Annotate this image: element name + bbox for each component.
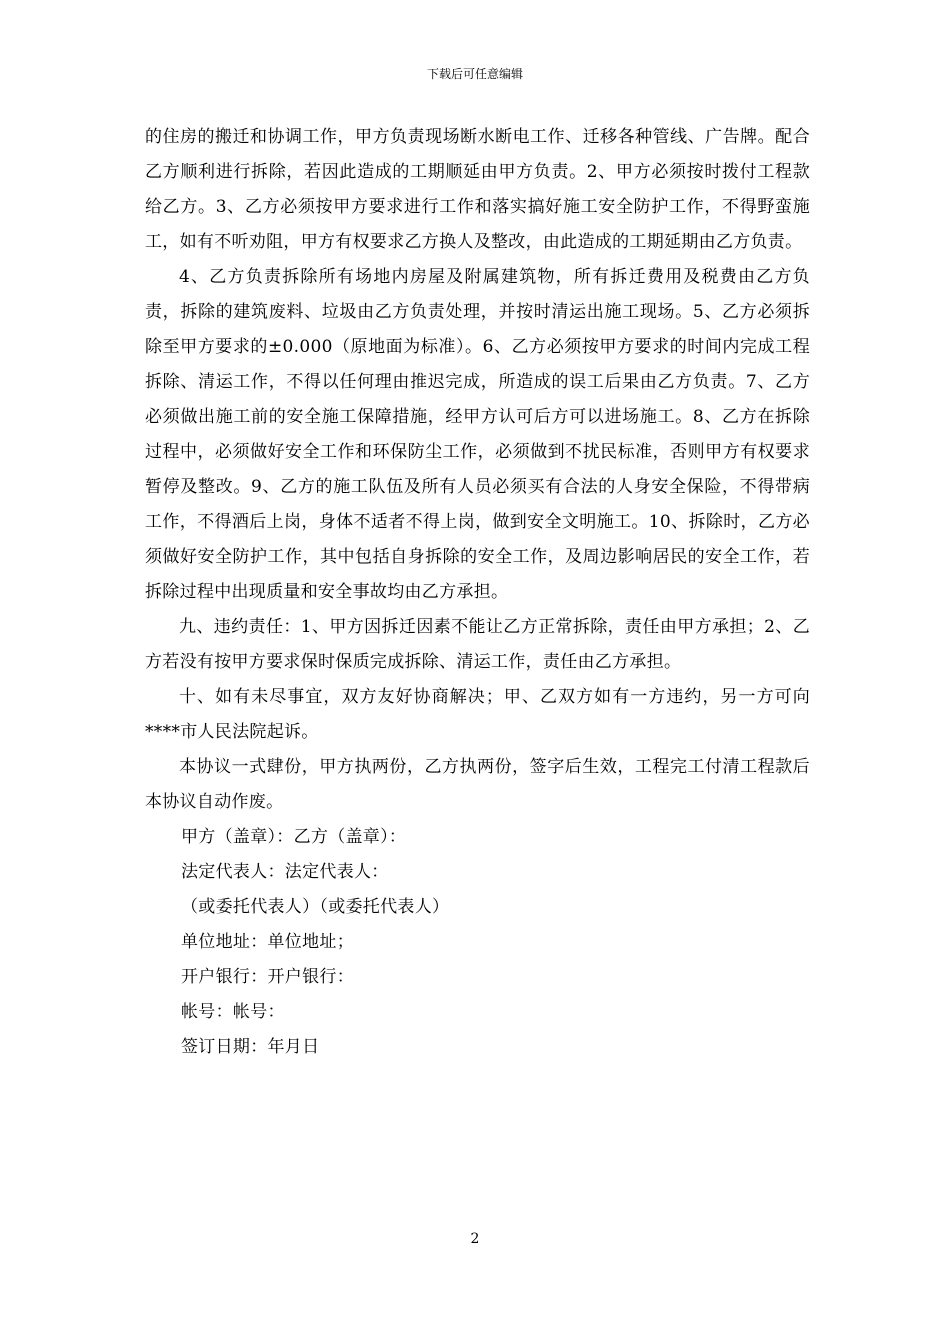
signature-line-seal: 甲方（盖章）：乙方（盖章）： [181,827,407,847]
signature-line-legal-rep: 法定代表人：法定代表人： [181,862,389,882]
paragraph-agreement-copies: 本协议一式肆份，甲方执两份，乙方执两份，签字后生效，工程完工付清工程款后本协议自动作废。 [145,757,810,812]
signature-line-bank: 开户银行：开户银行： [181,967,354,987]
signature-line-address: 单位地址：单位地址； [181,932,354,952]
signature-line-authorized-rep: （或委托代表人）（或委托代表人） [181,897,450,917]
signature-block [145,820,810,1065]
page-number: 2 [470,1231,480,1247]
signature-line-date: 签订日期：年月日 [181,1037,320,1057]
signature-line-account: 帐号：帐号： [181,1002,285,1022]
page-header: 下载后可任意编辑 [426,67,523,81]
paragraph-contractor-duties: 4、乙方负责拆除所有场地内房屋及附属建筑物，所有拆迁费用及税费由乙方负责，拆除的建筑废料、垃圾由乙方负责处理，并按时清运出施工现场。5、乙方必须拆除至甲方要求的±0.000（原地面为标准）。6、乙方必须按甲方要求的时间内完成工程拆除、清运工作，不得以任何理由推迟完成，所造成的误工后果由乙方负责。7、乙方必须做出施工前的安全施工保障措施，经甲方认可后方可以进场施工。8、乙方在拆除过程中，必须做好安全工作和环保防尘工作，必须做到不扰民标准，否则甲方有权要求暂停及整改。9、乙方的施工队伍及所有人员必须买有合法的人身安全保险，不得带病工作，不得酒后上岗，身体不适者不得上岗，做到安全文明施工。10、拆除时，乙方必须做好安全防护工作，其中包括自身拆除的安全工作，及周边影响居民的安全工作，若拆除过程中出现质量和安全事故均由乙方承担。 [145,267,810,602]
paragraph-continuation: 的住房的搬迁和协调工作，甲方负责现场断水断电工作、迁移各种管线、广告牌。配合乙方顺利进行拆除，若因此造成的工期顺延由甲方负责。2、甲方必须按时拨付工程款给乙方。3、乙方必须按甲方要求进行工作和落实搞好施工安全防护工作，不得野蛮施工，如有不听劝阻，甲方有权要求乙方换人及整改，由此造成的工期延期由乙方负责。 [145,127,810,252]
paragraph-breach-liability: 九、违约责任：1、甲方因拆迁因素不能让乙方正常拆除，责任由甲方承担；2、乙方若没有按甲方要求保时保质完成拆除、清运工作，责任由乙方承担。 [145,617,810,672]
paragraph-dispute-resolution: 十、如有未尽事宜，双方友好协商解决；甲、乙双方如有一方违约，另一方可向****市人民法院起诉。 [145,687,810,742]
document-body [145,120,810,1065]
